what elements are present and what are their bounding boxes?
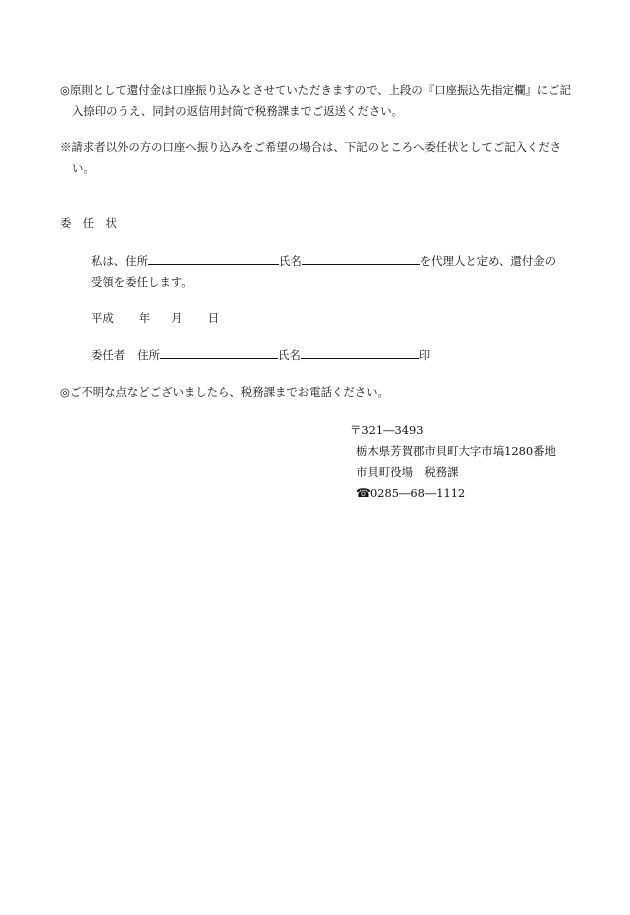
proxy-intro-line2: 受領を委任します。 (91, 275, 193, 289)
contact-note (60, 382, 582, 403)
proxy-statement (91, 251, 591, 293)
proxy-intro-suffix: を代理人と定め、還付金の (419, 254, 556, 268)
delegator-name-label: 氏名 (277, 348, 301, 362)
notice-refund-text: ◎原則として還付金は口座振り込みとさせていただきますので、上段の『口座振込先指定欄』にご記入捺印のうえ、同封の返信用封筒で税務課までご返送ください。 (60, 83, 571, 118)
notice-third-party (60, 137, 582, 179)
day-label: 日 (207, 311, 220, 325)
delegator-address-field[interactable] (160, 346, 278, 359)
month-field[interactable] (150, 310, 171, 322)
delegator-name-field[interactable] (301, 346, 419, 359)
proxy-title (60, 213, 582, 234)
era-label: 平成 (91, 311, 114, 325)
proxy-statement-line1 (91, 251, 591, 272)
year-label: 年 (138, 311, 151, 325)
year-field[interactable] (114, 310, 139, 322)
proxy-statement-line2 (91, 272, 591, 293)
phone-number: 0285―68―1112 (370, 486, 466, 500)
month-label: 月 (171, 311, 183, 325)
agent-address-field[interactable] (148, 252, 279, 265)
phone-icon: ☎ (356, 486, 371, 500)
seal-label: 印 (418, 348, 431, 362)
day-field[interactable] (183, 310, 208, 322)
date-line (91, 308, 613, 329)
proxy-title-text: 委 任 状 (60, 216, 117, 230)
notice-refund-method (60, 80, 582, 122)
agent-name-label: 氏名 (278, 254, 302, 268)
delegator-label: 委任者 (91, 348, 126, 362)
delegator-address-label: 住所 (137, 348, 160, 362)
office-name: 市貝町役場 税務課 (356, 465, 459, 479)
proxy-intro-prefix: 私は、住所 (91, 254, 148, 268)
agent-name-field[interactable] (302, 252, 420, 265)
street-address: 栃木県芳賀郡市貝町大字市塙1280番地 (356, 444, 556, 458)
postal-code: 〒321―3493 (350, 423, 424, 437)
delegator-line (91, 345, 591, 366)
office-address (350, 420, 600, 504)
phone-line (350, 483, 600, 504)
contact-note-text: ◎ご不明な点などございましたら、税務課までお電話ください。 (60, 385, 389, 399)
notice-third-party-text: ※請求者以外の方の口座へ振り込みをご希望の場合は、下記のところへ委任状としてご記入ください。 (60, 140, 562, 175)
